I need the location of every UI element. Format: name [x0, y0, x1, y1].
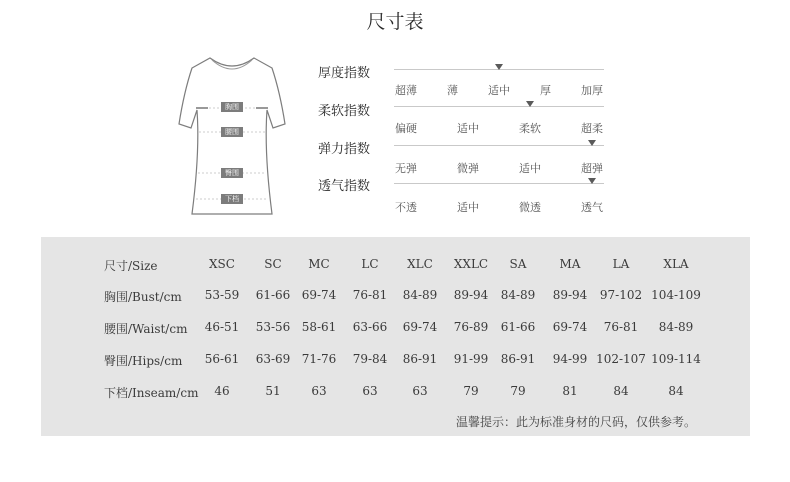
tag-bust: 胸围 — [221, 102, 243, 112]
size-cell: 94-99 — [552, 352, 588, 366]
size-cell: 79 — [463, 384, 479, 398]
size-table — [41, 237, 750, 436]
index-option: 适中 — [519, 162, 541, 175]
index-option: 超薄 — [395, 84, 417, 97]
tag-waist: 腰围 — [221, 127, 243, 137]
size-header-cell: MC — [308, 257, 330, 271]
index-option: 适中 — [457, 201, 479, 214]
size-cell: 63 — [311, 384, 327, 398]
size-cell: 63-66 — [352, 320, 388, 334]
size-cell: 104-109 — [651, 288, 701, 302]
index-option: 加厚 — [581, 84, 603, 97]
size-cell: 46-51 — [204, 320, 240, 334]
size-header-cell: MA — [559, 257, 581, 271]
index-scale-line — [394, 106, 604, 107]
index-marker-icon — [588, 178, 596, 184]
size-cell: 79 — [510, 384, 526, 398]
size-note: 温馨提示：此为标准身材的尺码，仅供参考。 — [455, 415, 696, 429]
size-header-cell: SC — [264, 257, 282, 271]
size-cell: 76-81 — [352, 288, 388, 302]
size-row-label: 胸围/Bust/cm — [104, 290, 182, 304]
size-cell: 63 — [362, 384, 378, 398]
index-option: 适中 — [488, 84, 510, 97]
size-row-label: 腰围/Waist/cm — [104, 322, 188, 336]
size-header-cell: SA — [509, 257, 527, 271]
size-header-cell: XSC — [209, 257, 235, 271]
size-header-cell: XXLC — [453, 257, 489, 271]
size-cell: 84 — [668, 384, 684, 398]
size-cell: 76-81 — [603, 320, 639, 334]
size-cell: 79-84 — [352, 352, 388, 366]
size-cell: 89-94 — [453, 288, 489, 302]
size-cell: 58-61 — [301, 320, 337, 334]
size-cell: 89-94 — [552, 288, 588, 302]
size-cell: 63-69 — [255, 352, 291, 366]
size-cell: 61-66 — [255, 288, 291, 302]
dress-diagram — [172, 52, 292, 222]
index-marker-icon — [526, 101, 534, 107]
size-row-label: 臀围/Hips/cm — [104, 354, 183, 368]
size-header-cell: XLA — [663, 257, 689, 271]
size-cell: 102-107 — [596, 352, 646, 366]
index-label-2: 弹力指数 — [318, 142, 371, 157]
index-label-3: 透气指数 — [318, 179, 371, 194]
size-header-label: 尺寸/Size — [104, 259, 158, 273]
index-option: 适中 — [457, 122, 479, 135]
index-label-0: 厚度指数 — [318, 66, 371, 81]
size-cell: 69-74 — [402, 320, 438, 334]
index-label-1: 柔软指数 — [318, 104, 371, 119]
index-option: 超柔 — [581, 122, 603, 135]
size-cell: 91-99 — [453, 352, 489, 366]
index-marker-icon — [588, 140, 596, 146]
tag-inseam: 下档 — [221, 194, 243, 204]
size-cell: 53-56 — [255, 320, 291, 334]
index-scale-line — [394, 145, 604, 146]
index-option: 微弹 — [457, 162, 479, 175]
size-header-cell: LC — [361, 257, 379, 271]
size-cell: 53-59 — [204, 288, 240, 302]
size-header-cell: XLC — [407, 257, 433, 271]
size-cell: 71-76 — [301, 352, 337, 366]
index-option: 薄 — [447, 84, 458, 97]
size-cell: 84-89 — [658, 320, 694, 334]
size-cell: 81 — [562, 384, 578, 398]
index-option: 柔软 — [519, 122, 541, 135]
index-option: 微透 — [519, 201, 541, 214]
tag-hips: 臀围 — [221, 168, 243, 178]
index-scale-line — [394, 183, 604, 184]
size-cell: 51 — [265, 384, 281, 398]
index-option: 厚 — [540, 84, 551, 97]
size-cell: 76-89 — [453, 320, 489, 334]
size-cell: 61-66 — [500, 320, 536, 334]
size-row-label: 下档/Inseam/cm — [104, 386, 199, 400]
size-cell: 86-91 — [402, 352, 438, 366]
index-option: 不透 — [395, 201, 417, 214]
size-cell: 84 — [613, 384, 629, 398]
size-cell: 69-74 — [552, 320, 588, 334]
size-cell: 46 — [214, 384, 230, 398]
size-cell: 84-89 — [500, 288, 536, 302]
size-cell: 56-61 — [204, 352, 240, 366]
size-cell: 97-102 — [599, 288, 643, 302]
index-option: 超弹 — [581, 162, 603, 175]
size-cell: 86-91 — [500, 352, 536, 366]
index-option: 偏硬 — [395, 122, 417, 135]
size-cell: 69-74 — [301, 288, 337, 302]
page-title: 尺寸表 — [366, 11, 424, 33]
index-option: 无弹 — [395, 162, 417, 175]
size-cell: 109-114 — [651, 352, 701, 366]
index-option: 透气 — [581, 201, 603, 214]
index-marker-icon — [495, 64, 503, 70]
size-header-cell: LA — [612, 257, 630, 271]
size-cell: 84-89 — [402, 288, 438, 302]
size-cell: 63 — [412, 384, 428, 398]
